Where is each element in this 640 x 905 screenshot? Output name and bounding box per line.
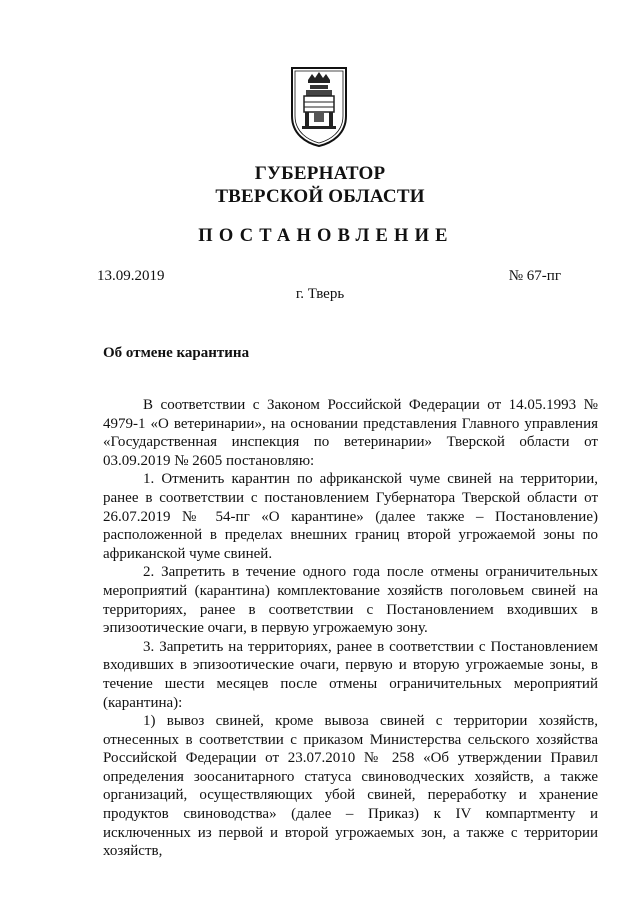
coat-of-arms-tver-icon xyxy=(290,66,348,148)
issuer-title-line1: ГУБЕРНАТОР xyxy=(254,163,386,184)
clause-1-paragraph: 1. Отменить карантин по африканской чуме свиней на территории, ранее в соответствии с постановлением Губернатора Тверской области от 26.07.2019 № 54-пг «О карантине» (далее также – Постановление) расположенной в пределах внешних границ второй угрожаемой зоны по африканской чуме свиней. xyxy=(103,471,598,562)
clause-3-1-paragraph: 1) вывоз свиней, кроме вывоза свиней с территории хозяйств, отнесенных в соответствии с приказом Министерства сельского хозяйства Российской Федерации от 23.07.2010 № 258 «Об утверждении Правил определения зоосанитарного статуса свиноводческих хозяйств, а также организаций, осуществляющих убой свиней, переработку и хранение продуктов свиноводства» (далее – Приказ) к IV компартменту и исключенных из первой и второй угрожаемых зон, а также с территории хозяйств, xyxy=(103,713,598,860)
issuer-title-line2: ТВЕРСКОЙ ОБЛАСТИ xyxy=(215,186,425,207)
document-type: ПОСТАНОВЛЕНИЕ xyxy=(198,226,454,246)
document-subject: Об отмене карантина xyxy=(103,345,250,361)
document-number: № 67-пг xyxy=(508,268,561,284)
document-city: г. Тверь xyxy=(295,286,345,302)
preamble-paragraph: В соответствии с Законом Российской Федерации от 14.05.1993 № 4979-1 «О ветеринарии», на основании представления Главного управления «Государственная инспекция по ветеринарии» Тверской области от 03.09.2019 № 2605 постановляю: xyxy=(103,397,598,469)
clause-3-paragraph: 3. Запретить на территориях, ранее в соответствии с Постановлением входивших в эпизоотические очаги, первую и вторую угрожаемые зоны, в течение шести месяцев после отмены ограничительных мероприятий (карантина): xyxy=(103,638,598,711)
document-date: 13.09.2019 xyxy=(97,268,165,284)
document-body xyxy=(103,396,598,861)
clause-2-paragraph: 2. Запретить в течение одного года после отмены ограничительных мероприятий (карантина) комплектование хозяйств поголовьем свиней на территориях, ранее в соответствии с Постановлением входивших в эпизоотические очаги, в первую угрожаемую зону. xyxy=(103,564,598,637)
